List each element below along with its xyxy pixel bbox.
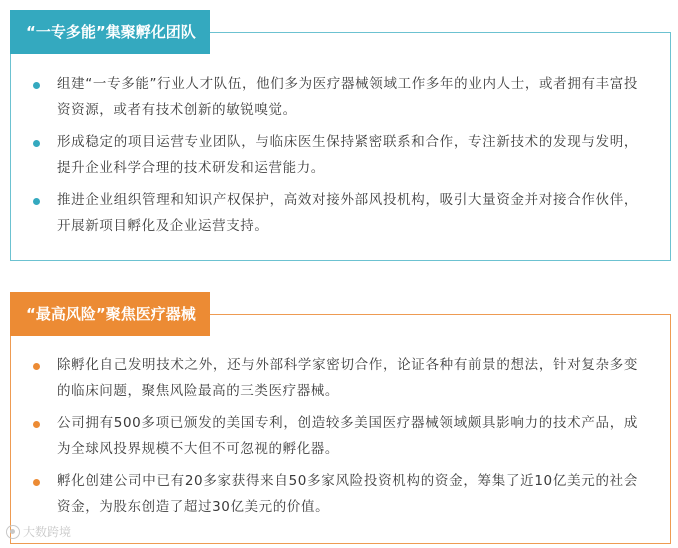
list-item-text: 推进企业组织管理和知识产权保护，高效对接外部风投机构，吸引大量资金并对接合作伙伴，开展新项目孵化及企业运营支持。 [57, 192, 638, 234]
list-item [30, 469, 638, 520]
list-item [30, 188, 638, 239]
list-item-text: 组建“一专多能”行业人才队伍，他们多为医疗器械领域工作多年的业内人士，或者拥有丰富投资资源，或者有技术创新的敏锐嗅觉。 [57, 76, 638, 118]
brand-logo-icon [6, 525, 20, 539]
bullet-dot-icon [33, 198, 40, 205]
watermark [6, 523, 71, 540]
section-title: “一专多能”集聚孵化团队 [10, 10, 210, 54]
bullet-dot-icon [33, 421, 40, 428]
bullet-list [30, 353, 638, 527]
bullet-dot-icon [33, 140, 40, 147]
list-item-text: 公司拥有500多项已颁发的美国专利，创造较多美国医疗器械领域颇具影响力的技术产品，成为全球风投界规模不大但不可忽视的孵化器。 [57, 415, 638, 457]
list-item-text: 孵化创建公司中已有20多家获得来自50多家风险投资机构的资金，筹集了近10亿美元的社会资金，为股东创造了超过30亿美元的价值。 [57, 473, 638, 515]
bullet-list [30, 72, 638, 246]
list-item [30, 353, 638, 404]
list-item [30, 130, 638, 181]
section-title: “最高风险”聚焦医疗器械 [10, 292, 210, 336]
watermark-text: 大数跨境 [23, 525, 72, 539]
bullet-dot-icon [33, 363, 40, 370]
list-item [30, 411, 638, 462]
list-item-text: 形成稳定的项目运营专业团队，与临床医生保持紧密联系和合作，专注新技术的发现与发明，提升企业科学合理的技术研发和运营能力。 [57, 134, 638, 176]
bullet-dot-icon [33, 479, 40, 486]
bullet-dot-icon [33, 82, 40, 89]
list-item-text: 除孵化自己发明技术之外，还与外部科学家密切合作，论证各种有前景的想法，针对复杂多变的临床问题，聚焦风险最高的三类医疗器械。 [57, 357, 638, 399]
list-item [30, 72, 638, 123]
